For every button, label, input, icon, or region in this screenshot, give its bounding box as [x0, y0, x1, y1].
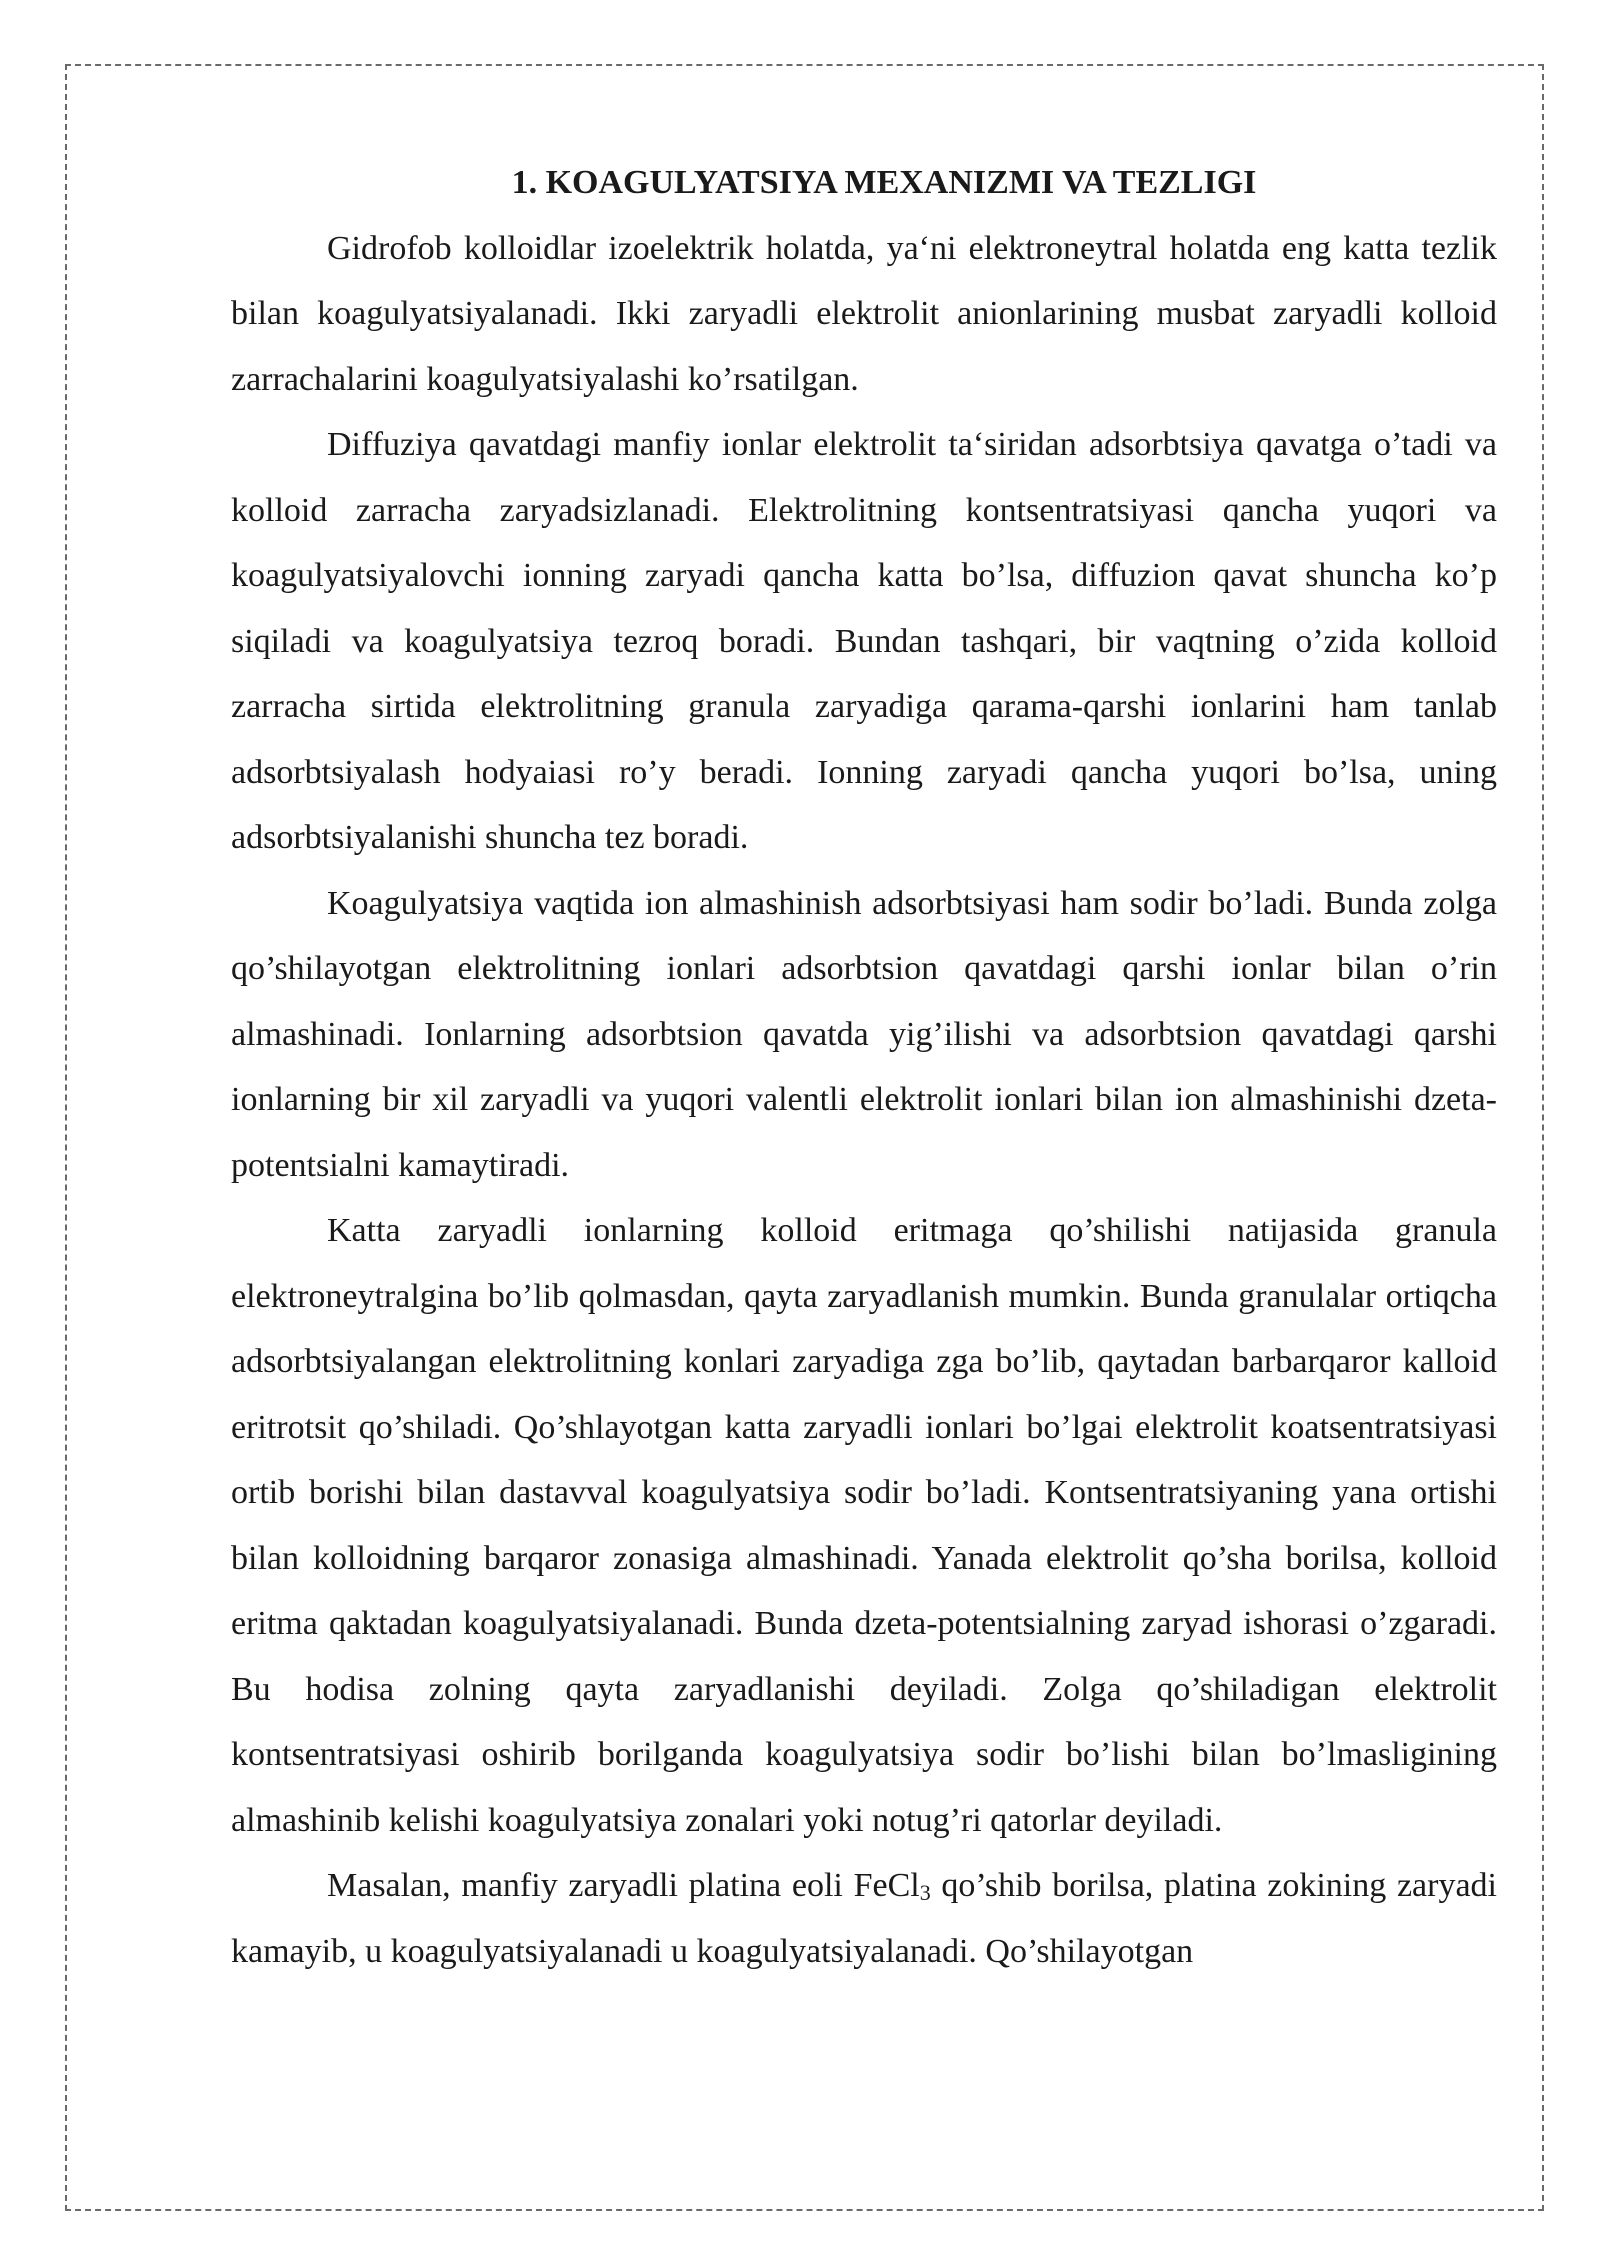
paragraph-4: Katta zaryadli ionlarning kolloid eritmaga qo’shilishi natijasida granula elektroneytralgina bo’lib qolmasdan, qayta zaryadlanish mumkin. Bunda granulalar ortiqcha adsorbtsiyalangan elektrolitning konlari zaryadiga zga bo’lib, qaytadan barbarqaror kalloid eritrotsit qo’shiladi. Qo’shlayotgan katta zaryadli ionlari bo’lgai elektrolit koatsentratsiyasi ortib borishi bilan dastavval koagulyatsiya sodir bo’ladi. Kontsentratsiyaning yana ortishi bilan kolloidning barqaror zonasiga almashinadi. Yanada elektrolit qo’sha borilsa, kolloid eritma qaktadan koagulyatsiyalanadi. Bunda dzeta-potentsialning zaryad ishorasi o’zgaradi. Bu hodisa zolning qayta zaryadlanishi deyiladi. Zolga qo’shiladigan elektrolit kontsentratsiyasi oshirib borilganda koagulyatsiya sodir bo’lishi bilan bo’lmasligining almashinib kelishi koagulyatsiya zonalari yoki notug’ri qatorlar deyiladi.	[231, 1212, 1497, 1839]
formula-subscript: 3	[919, 1880, 931, 1905]
paragraph-3: Koagulyatsiya vaqtida ion almashinish adsorbtsiyasi ham sodir bo’ladi. Bunda zolga qo’shilayotgan elektrolitning ionlari adsorbtsion qavatdagi qarshi ionlar bilan o’rin almashinadi. Ionlarning adsorbtsion qavatda yig’ilishi va adsorbtsion qavatdagi qarshi ionlarning bir xil zaryadli va yuqori valentli elektrolit ionlari bilan ion almashinishi dzeta-potentsialni kamaytiradi.	[231, 884, 1497, 1184]
paragraph-5-text-end: qo’shib borilsa, platina zokining zaryadi kamayib, u koagulyatsiyalanadi u koagulyatsiyalanadi. Qo’shilayotgan	[231, 1867, 1497, 1970]
document-title: 1. KOAGULYATSIYA MEXANIZMI VA TEZLIGI	[511, 164, 1257, 201]
paragraph-5-text-start: Masalan, manfiy zaryadli platina eoli	[327, 1867, 854, 1904]
paragraph-1: Gidrofob kolloidlar izoelektrik holatda, ya‘ni elektroneytral holatda eng katta tezlik bilan koagulyatsiyalanadi. Ikki zaryadli elektrolit anionlarining musbat zaryadli kolloid zarrachalarini koagulyatsiyalashi ko’rsatilgan.	[231, 229, 1497, 398]
paragraph-2: Diffuziya qavatdagi manfiy ionlar elektrolit ta‘siridan adsorbtsiya qavatga o’tadi va kolloid zarracha zaryadsizlanadi. Elektrolitning kontsentratsiyasi qancha yuqori va koagulyatsiyalovchi ionning zaryadi qancha katta bo’lsa, diffuzion qavat shuncha ko’p siqiladi va koagulyatsiya tezroq boradi. Bundan tashqari, bir vaqtning o’zida kolloid zarracha sirtida elektrolitning granula zaryadiga qarama-qarshi ionlarini ham tanlab adsorbtsiyalash hodyaiasi ro’y beradi. Ionning zaryadi qancha yuqori bo’lsa, uning adsorbtsiyalanishi shuncha tez boradi.	[231, 426, 1497, 856]
chemical-formula	[854, 1867, 931, 1904]
page-content	[231, 150, 1497, 1984]
paragraph-5	[231, 1853, 1497, 1984]
formula-base: FeCl	[853, 1867, 920, 1904]
